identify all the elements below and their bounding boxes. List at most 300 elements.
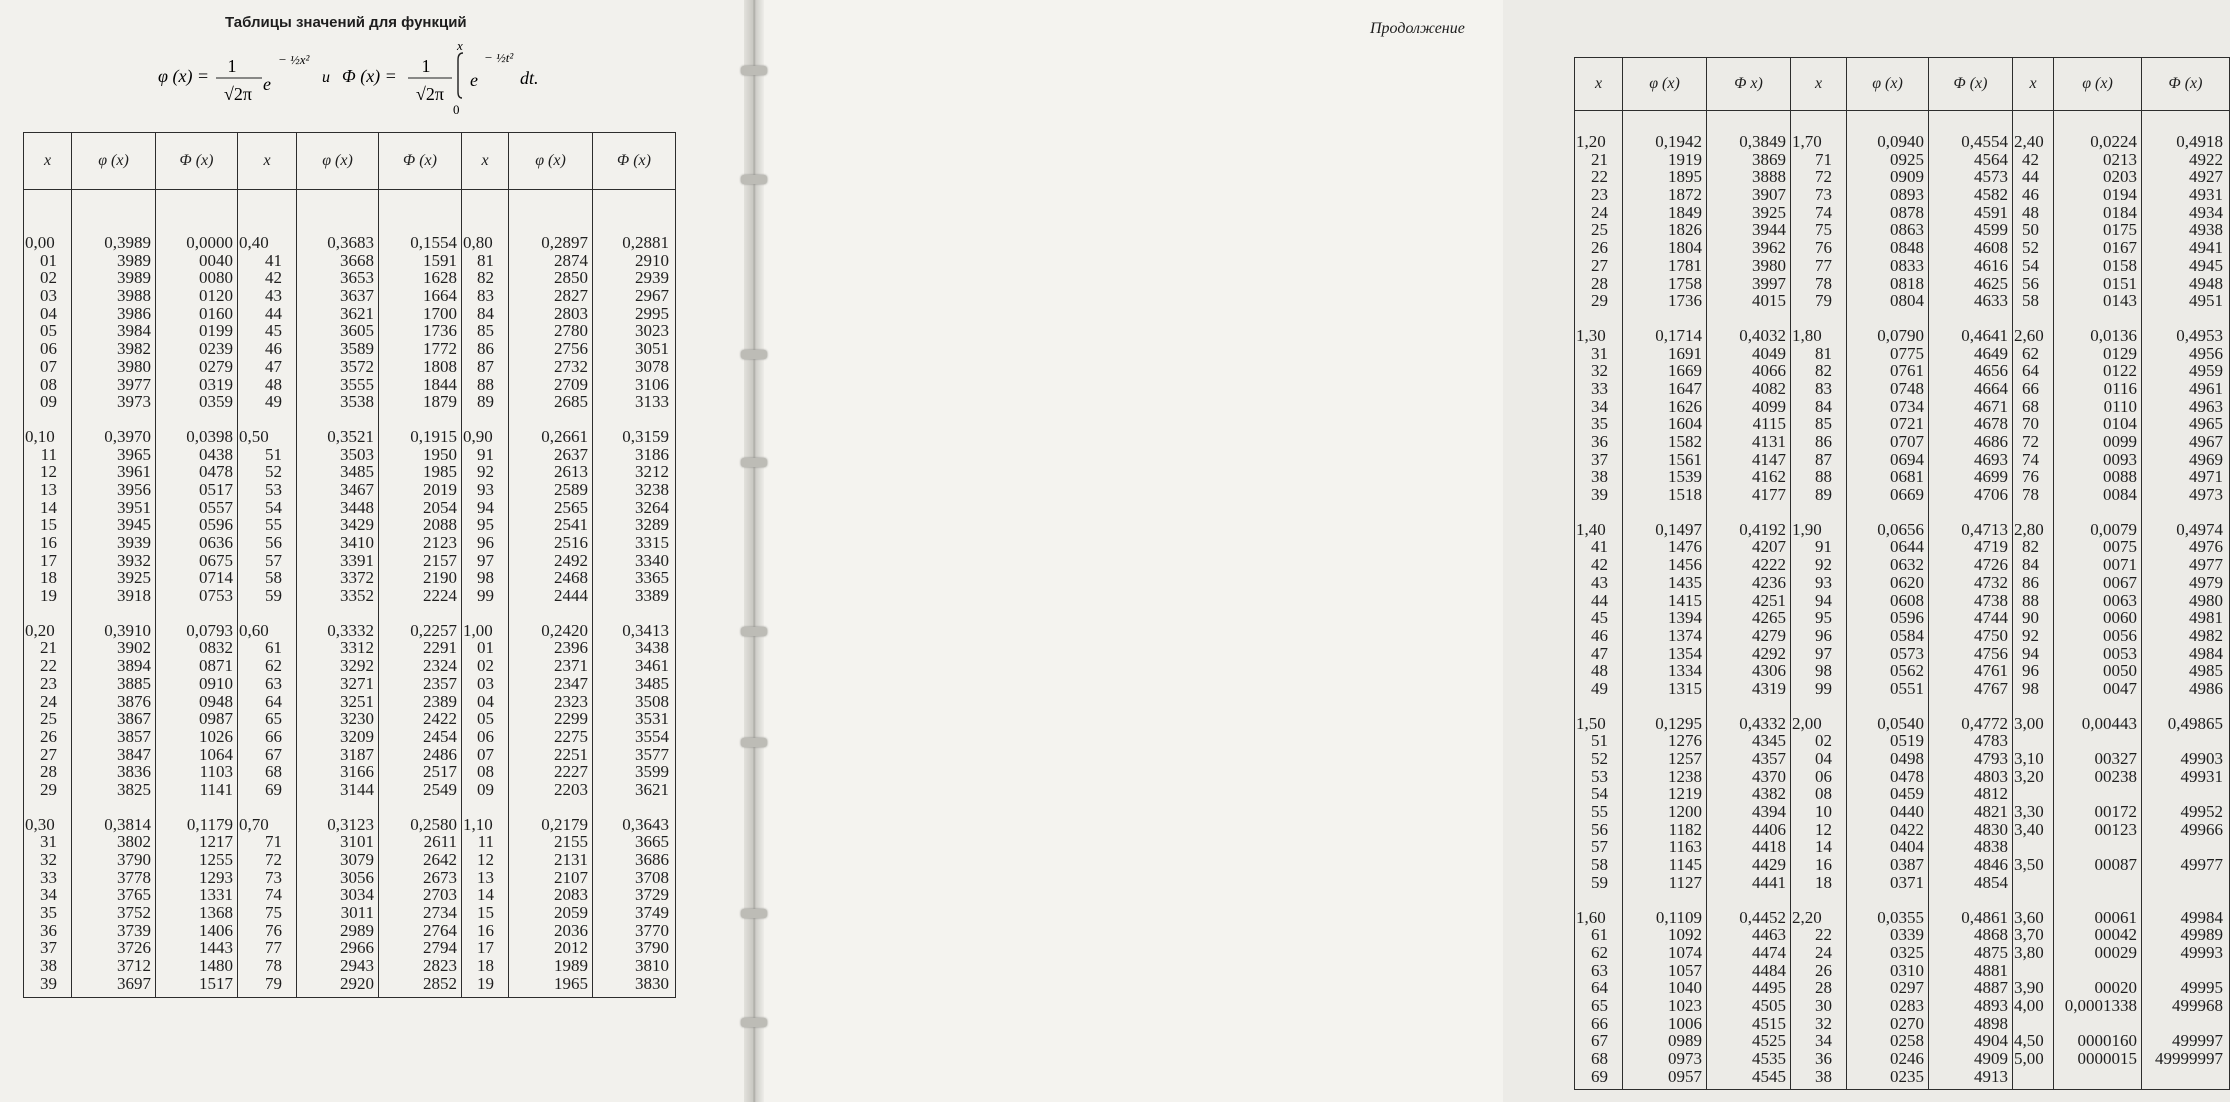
table-cell: 1276 xyxy=(1668,731,1702,751)
table-cell: 3653 xyxy=(340,268,374,288)
phi-column xyxy=(1847,715,1929,909)
table-cell: 3925 xyxy=(117,568,151,588)
x-column xyxy=(1575,715,1623,909)
Phi-column xyxy=(379,816,462,997)
table-cell: 4345 xyxy=(1752,731,1786,751)
table-cell: 58 xyxy=(265,568,282,588)
header-Phi: Φ (x) xyxy=(379,133,462,190)
table-cell: 1182 xyxy=(1668,819,1702,839)
table-cell: 0143 xyxy=(2103,291,2137,311)
table-cell: 0279 xyxy=(199,356,233,376)
table-cell: 3752 xyxy=(117,903,151,923)
table-cell: 65 xyxy=(265,709,282,729)
table-cell: 2589 xyxy=(554,479,588,499)
table-cell: 1989 xyxy=(554,956,588,976)
table-cell: 3538 xyxy=(340,392,374,412)
table-cell: 62 xyxy=(2022,343,2039,363)
table-cell: 3,20 xyxy=(2014,766,2044,786)
header-phi: φ (x) xyxy=(509,133,593,190)
table-cell: 2803 xyxy=(554,303,588,323)
table-cell: 4969 xyxy=(2189,449,2223,469)
table-cell: 3977 xyxy=(117,374,151,394)
table-cell: 0,3989 xyxy=(104,233,151,252)
table-cell: 1700 xyxy=(423,303,457,323)
phi-e: e xyxy=(263,74,271,94)
Phi-column xyxy=(2142,909,2230,1090)
table-cell: 06 xyxy=(40,339,57,359)
table-cell: 0000015 xyxy=(2077,1049,2137,1068)
spacer-row xyxy=(1575,111,2230,134)
table-cell: 3599 xyxy=(635,762,669,782)
table-cell: 36 xyxy=(1591,432,1608,451)
table-cell: 0804 xyxy=(1890,291,1924,311)
table-cell: 4898 xyxy=(1974,1013,2008,1033)
table-cell: 23 xyxy=(1591,185,1608,205)
x-column xyxy=(2013,327,2054,521)
table-cell: 0,2661 xyxy=(541,426,588,446)
table-cell: 2780 xyxy=(554,321,588,341)
table-cell: 4881 xyxy=(1974,960,2008,980)
table-cell: 49995 xyxy=(2180,978,2223,998)
table-cell: 82 xyxy=(1815,361,1832,381)
table-cell: 38 xyxy=(1591,467,1608,487)
table-cell: 63 xyxy=(265,673,282,693)
table-cell: 4893 xyxy=(1974,995,2008,1015)
table-cell: 37 xyxy=(1591,449,1608,469)
right-page xyxy=(752,0,2223,1102)
Phi-numerator: 1 xyxy=(421,56,431,76)
x-column xyxy=(1575,521,1623,715)
staple-icon xyxy=(741,738,767,747)
table-cell: 4744 xyxy=(1974,608,2008,628)
table-cell: 1781 xyxy=(1668,255,1702,275)
table-cell: 0246 xyxy=(1890,1049,1924,1068)
table-cell: 45 xyxy=(1591,608,1608,628)
table-cell: 97 xyxy=(1815,643,1832,663)
x-column xyxy=(1575,133,1623,327)
table-cell: 0848 xyxy=(1890,238,1924,258)
table-cell: 32 xyxy=(1591,361,1608,381)
table-cell: 1591 xyxy=(423,250,457,270)
table-cell: 3726 xyxy=(117,938,151,958)
table-cell: 0093 xyxy=(2103,449,2137,469)
table-cell: 2823 xyxy=(423,956,457,976)
table-cell: 3391 xyxy=(340,550,374,570)
table-cell: 0,1714 xyxy=(1655,325,1702,345)
table-cell: 02 xyxy=(477,656,494,676)
table-cell: 2989 xyxy=(340,920,374,940)
table-cell: 64 xyxy=(265,691,282,711)
table-cell: 08 xyxy=(40,374,57,394)
table-cell: 99 xyxy=(477,586,494,606)
table-cell: 1217 xyxy=(199,832,233,852)
left-table-body xyxy=(24,190,676,998)
table-cell: 0517 xyxy=(199,479,233,499)
table-cell: 3668 xyxy=(340,250,374,270)
table-cell: 0,90 xyxy=(463,426,493,446)
table-cell: 1518 xyxy=(1668,485,1702,505)
table-cell: 00042 xyxy=(2094,925,2137,945)
table-cell: 2,60 xyxy=(2014,325,2044,345)
table-cell: 4948 xyxy=(2189,273,2223,293)
table-cell: 1539 xyxy=(1668,467,1702,487)
table-cell: 1354 xyxy=(1668,643,1702,663)
table-cell: 0,4192 xyxy=(1739,519,1786,539)
header-Phi: Φ (x) xyxy=(593,133,676,190)
table-cell: 2517 xyxy=(423,762,457,782)
Phi-column xyxy=(156,816,238,997)
table-cell: 4854 xyxy=(1974,872,2008,892)
formula xyxy=(0,36,752,116)
table-cell: 04 xyxy=(477,691,494,711)
table-cell: 16 xyxy=(40,533,57,552)
table-cell: 87 xyxy=(477,356,494,376)
table-cell: 38 xyxy=(40,956,57,976)
table-block-row xyxy=(24,428,676,622)
table-cell: 85 xyxy=(1815,414,1832,434)
x-column xyxy=(1575,909,1623,1090)
table-cell: 29 xyxy=(1591,291,1608,311)
table-cell: 75 xyxy=(265,903,282,923)
table-cell: 07 xyxy=(40,356,57,376)
table-cell: 3,40 xyxy=(2014,819,2044,839)
table-cell: 66 xyxy=(2022,378,2039,398)
table-cell: 4525 xyxy=(1752,1031,1786,1051)
table-cell: 1,60 xyxy=(1576,907,1606,927)
table-cell: 02 xyxy=(1815,731,1832,751)
table-cell: 1456 xyxy=(1668,555,1702,575)
table-cell: 1985 xyxy=(423,462,457,482)
table-cell: 4625 xyxy=(1974,273,2008,293)
phi-column xyxy=(1847,909,1929,1090)
table-cell: 29 xyxy=(40,779,57,799)
table-cell: 3555 xyxy=(340,374,374,394)
table-cell: 75 xyxy=(1815,220,1832,240)
x-column xyxy=(2013,521,2054,715)
table-cell: 26 xyxy=(40,726,57,746)
table-cell: 1664 xyxy=(423,286,457,306)
table-cell: 0608 xyxy=(1890,590,1924,610)
table-cell: 4131 xyxy=(1752,432,1786,451)
phi-column xyxy=(509,816,593,997)
header-x: x xyxy=(238,133,297,190)
table-cell: 3939 xyxy=(117,533,151,552)
table-cell: 2613 xyxy=(554,462,588,482)
table-cell: 0694 xyxy=(1890,449,1924,469)
table-cell: 0551 xyxy=(1890,678,1924,698)
table-cell: 22 xyxy=(1815,925,1832,945)
Phi-denominator: √2π xyxy=(416,84,444,104)
table-cell: 0459 xyxy=(1890,784,1924,804)
table-cell: 3986 xyxy=(117,303,151,323)
table-cell: 0,4032 xyxy=(1739,325,1786,345)
left-page xyxy=(0,0,752,1102)
table-cell: 3144 xyxy=(340,779,374,799)
table-cell: 0,40 xyxy=(239,233,269,252)
table-cell: 59 xyxy=(1591,872,1608,892)
x-column xyxy=(2013,133,2054,327)
phi-lhs: φ (x) = xyxy=(158,66,210,86)
table-cell: 3867 xyxy=(117,709,151,729)
table-cell: 0675 xyxy=(199,550,233,570)
table-cell: 25 xyxy=(40,709,57,729)
table-cell: 96 xyxy=(2022,661,2039,681)
formula-svg xyxy=(0,36,752,116)
staple-icon xyxy=(741,350,767,359)
table-cell: 28 xyxy=(1591,273,1608,293)
table-cell: 56 xyxy=(1591,819,1608,839)
table-cell: 3,90 xyxy=(2014,978,2044,998)
table-cell: 59 xyxy=(265,586,282,606)
table-cell: 4463 xyxy=(1752,925,1786,945)
table-block-row xyxy=(24,816,676,997)
table-cell: 2275 xyxy=(554,726,588,746)
table-cell: 13 xyxy=(40,479,57,499)
table-cell: 90 xyxy=(2022,608,2039,628)
staple-icon xyxy=(741,627,767,636)
table-cell: 4934 xyxy=(2189,202,2223,222)
table-cell: 42 xyxy=(1591,555,1608,575)
table-cell: 0910 xyxy=(199,673,233,693)
table-cell: 3251 xyxy=(340,691,374,711)
table-cell: 15 xyxy=(477,903,494,923)
table-cell: 17 xyxy=(477,938,494,958)
table-cell: 0878 xyxy=(1890,202,1924,222)
Phi-lhs: Φ (x) = xyxy=(342,66,397,86)
table-cell: 4767 xyxy=(1974,678,2008,698)
continuation-label: Продолжение xyxy=(1370,20,1465,37)
table-cell: 4382 xyxy=(1752,784,1786,804)
phi-column xyxy=(1623,327,1707,521)
table-cell: 4783 xyxy=(1974,731,2008,751)
table-cell: 68 xyxy=(2022,396,2039,416)
table-cell: 3885 xyxy=(117,673,151,693)
table-cell: 3,70 xyxy=(2014,925,2044,945)
table-cell: 4582 xyxy=(1974,185,2008,205)
table-cell: 0339 xyxy=(1890,925,1924,945)
table-cell: 1006 xyxy=(1668,1013,1702,1033)
table-cell: 0,4861 xyxy=(1961,907,2008,927)
table-cell: 39 xyxy=(40,973,57,993)
table-cell: 91 xyxy=(1815,537,1832,557)
table-cell xyxy=(2014,962,2053,980)
table-cell: 0596 xyxy=(1890,608,1924,628)
table-cell: 23 xyxy=(40,673,57,693)
table-cell: 2732 xyxy=(554,356,588,376)
table-cell: 3918 xyxy=(117,586,151,606)
phi-denominator: √2π xyxy=(224,84,252,104)
staple-icon xyxy=(741,175,767,184)
table-cell: 3264 xyxy=(635,497,669,517)
x-column xyxy=(462,816,509,997)
table-cell: 3697 xyxy=(117,973,151,993)
table-cell: 1582 xyxy=(1668,432,1702,451)
table-cell: 3106 xyxy=(635,374,669,394)
table-cell: 17 xyxy=(40,550,57,570)
staple-icon xyxy=(741,1018,767,1027)
table-cell: 1293 xyxy=(199,867,233,887)
table-cell: 41 xyxy=(265,250,282,270)
table-cell: 79 xyxy=(1815,291,1832,311)
header-Phi: Φ (x) xyxy=(156,133,238,190)
x-column xyxy=(238,816,297,997)
table-cell: 1141 xyxy=(199,779,233,799)
table-cell: 69 xyxy=(265,779,282,799)
phi-column xyxy=(297,234,379,428)
table-cell: 1,90 xyxy=(1792,519,1822,539)
table-cell: 1919 xyxy=(1668,149,1702,169)
table-cell: 0989 xyxy=(1668,1031,1702,1051)
table-cell: 27 xyxy=(40,744,57,764)
table-cell: 2673 xyxy=(423,867,457,887)
table-cell: 87 xyxy=(1815,449,1832,469)
table-cell xyxy=(2014,874,2053,892)
table-cell: 3945 xyxy=(117,515,151,535)
table-cell: 4495 xyxy=(1752,978,1786,998)
table-cell: 4649 xyxy=(1974,343,2008,363)
table-cell: 93 xyxy=(477,479,494,499)
table-cell: 2291 xyxy=(423,638,457,658)
table-cell: 51 xyxy=(1591,731,1608,751)
table-cell: 19 xyxy=(477,973,494,993)
table-cell: 3847 xyxy=(117,744,151,764)
table-cell: 0573 xyxy=(1890,643,1924,663)
table-cell: 22 xyxy=(40,656,57,676)
table-cell: 4986 xyxy=(2189,678,2223,698)
table-cell: 2088 xyxy=(423,515,457,535)
table-cell: 00123 xyxy=(2094,819,2137,839)
table-cell xyxy=(2054,1068,2137,1086)
table-cell: 0422 xyxy=(1890,819,1924,839)
table-cell: 3078 xyxy=(635,356,669,376)
header-phi: φ (x) xyxy=(2054,58,2142,111)
Phi-column xyxy=(1707,715,1791,909)
table-cell: 2967 xyxy=(635,286,669,306)
table-cell: 74 xyxy=(1815,202,1832,222)
table-cell: 3,10 xyxy=(2014,749,2044,768)
table-cell: 18 xyxy=(477,956,494,976)
table-cell: 19 xyxy=(40,586,57,606)
table-cell: 92 xyxy=(1815,555,1832,575)
table-cell: 24 xyxy=(1591,202,1608,222)
table-cell: 02 xyxy=(40,268,57,288)
table-cell: 4370 xyxy=(1752,766,1786,786)
table-cell: 0104 xyxy=(2103,414,2137,434)
table-cell xyxy=(2142,874,2223,892)
table-cell: 3212 xyxy=(635,462,669,482)
table-cell: 14 xyxy=(1815,837,1832,857)
table-cell: 0,4713 xyxy=(1961,519,2008,539)
table-cell: 89 xyxy=(1815,485,1832,505)
table-cell: 1023 xyxy=(1668,995,1702,1015)
table-cell: 4821 xyxy=(1974,802,2008,822)
table-cell: 31 xyxy=(40,832,57,852)
table-cell: 2357 xyxy=(423,673,457,693)
Phi-column xyxy=(1707,327,1791,521)
table-cell: 0120 xyxy=(199,286,233,306)
phi-column xyxy=(72,234,156,428)
Phi-column xyxy=(379,428,462,622)
phi-column xyxy=(72,622,156,816)
table-cell: 08 xyxy=(477,762,494,782)
table-cell: 3973 xyxy=(117,392,151,412)
table-cell: 25 xyxy=(1591,220,1608,240)
phi-column xyxy=(1847,521,1929,715)
table-cell: 2703 xyxy=(423,885,457,905)
table-cell: 0644 xyxy=(1890,537,1924,557)
table-cell: 3925 xyxy=(1752,202,1786,222)
table-cell: 3340 xyxy=(635,550,669,570)
x-column xyxy=(1791,521,1847,715)
table-cell: 62 xyxy=(265,656,282,676)
table-cell: 1,00 xyxy=(463,620,493,640)
table-cell: 3770 xyxy=(635,920,669,940)
phi-column xyxy=(2054,909,2142,1090)
table-cell: 4066 xyxy=(1752,361,1786,381)
table-cell: 1219 xyxy=(1668,784,1702,804)
table-cell: 0,3814 xyxy=(104,814,151,834)
table-cell: 2155 xyxy=(554,832,588,852)
table-cell: 3,00 xyxy=(2014,713,2044,733)
table-cell: 0071 xyxy=(2103,555,2137,575)
table-cell: 2444 xyxy=(554,586,588,606)
x-column xyxy=(462,234,509,428)
table-cell: 3467 xyxy=(340,479,374,499)
table-cell: 3980 xyxy=(1752,255,1786,275)
table-cell: 0067 xyxy=(2103,572,2137,592)
table-cell: 3485 xyxy=(340,462,374,482)
table-cell: 1331 xyxy=(199,885,233,905)
table-cell: 2190 xyxy=(423,568,457,588)
table-cell: 33 xyxy=(1591,378,1608,398)
table-cell: 0199 xyxy=(199,321,233,341)
table-cell: 97 xyxy=(477,550,494,570)
table-cell: 00020 xyxy=(2094,978,2137,998)
table-cell: 2549 xyxy=(423,779,457,799)
table-cell: 3989 xyxy=(117,250,151,270)
table-cell: 4719 xyxy=(1974,537,2008,557)
table-cell: 2157 xyxy=(423,550,457,570)
table-cell: 2685 xyxy=(554,392,588,412)
table-cell: 4750 xyxy=(1974,625,2008,645)
table-cell: 18 xyxy=(40,568,57,588)
phi-column xyxy=(1847,133,1929,327)
table-cell: 4591 xyxy=(1974,202,2008,222)
table-cell: 86 xyxy=(1815,432,1832,451)
Phi-column xyxy=(2142,715,2230,909)
right-values-table xyxy=(1574,57,2230,1090)
table-cell: 38 xyxy=(1815,1066,1832,1086)
table-cell: 76 xyxy=(265,920,282,940)
table-cell: 0636 xyxy=(199,533,233,552)
table-cell: 0871 xyxy=(199,656,233,676)
table-cell: 3289 xyxy=(635,515,669,535)
table-cell: 1092 xyxy=(1668,925,1702,945)
table-cell: 4965 xyxy=(2189,414,2223,434)
table-cell: 0,60 xyxy=(239,620,269,640)
table-cell: 3869 xyxy=(1752,149,1786,169)
table-cell: 4963 xyxy=(2189,396,2223,416)
table-cell: 81 xyxy=(477,250,494,270)
table-cell: 0,30 xyxy=(25,814,55,834)
table-cell xyxy=(2054,874,2137,892)
table-cell: 92 xyxy=(2022,625,2039,645)
table-cell: 14 xyxy=(477,885,494,905)
table-cell: 4732 xyxy=(1974,572,2008,592)
table-cell: 98 xyxy=(477,568,494,588)
table-cell: 0957 xyxy=(1668,1066,1702,1086)
table-cell: 1758 xyxy=(1668,273,1702,293)
